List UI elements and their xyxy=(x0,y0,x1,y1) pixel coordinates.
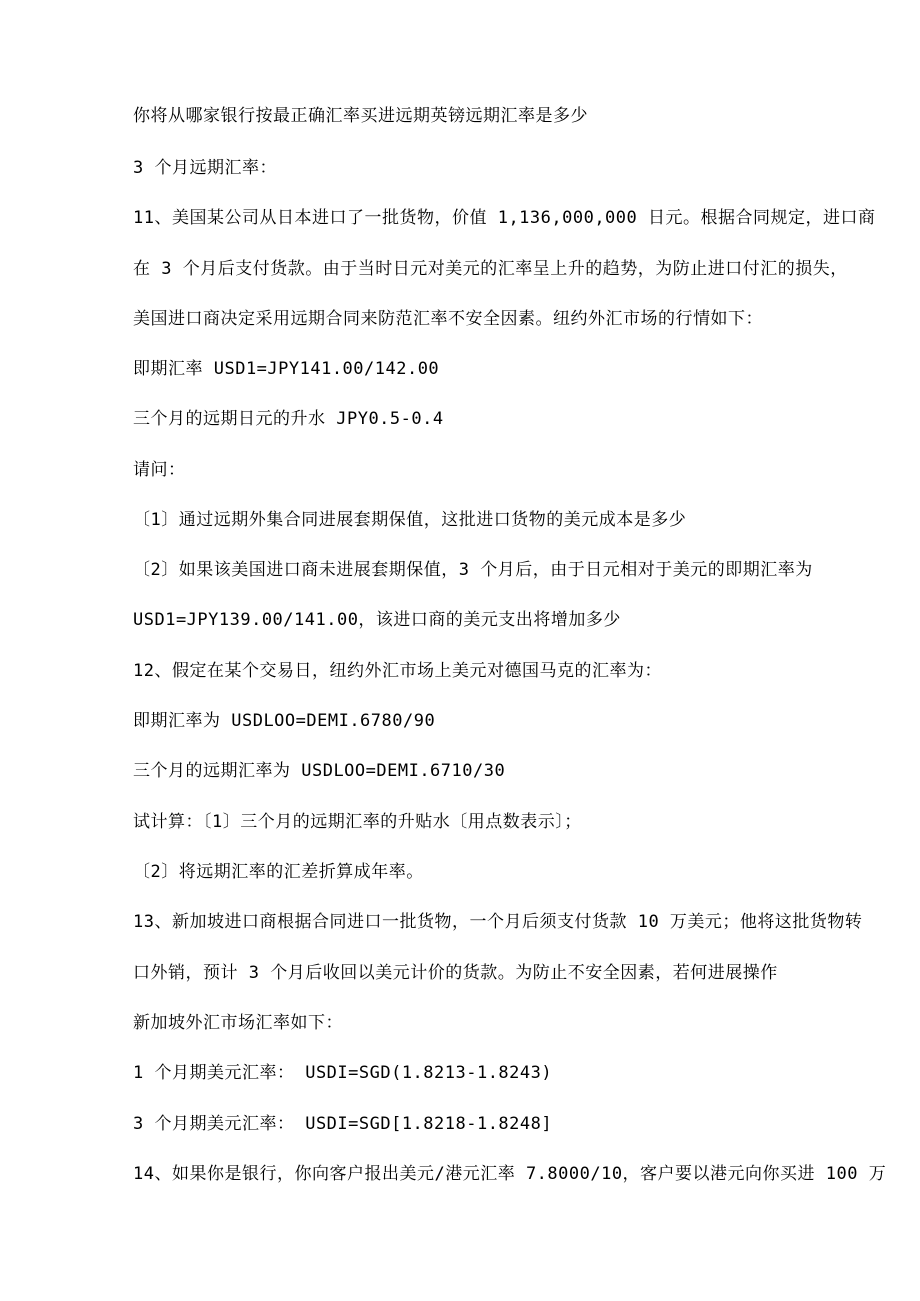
text-line: 11、美国某公司从日本进口了一批货物，价值 1,136,000,000 日元。根据合同规定，进口商 xyxy=(133,208,876,228)
text-line: 〔2〕将远期汇率的汇差折算成年率。 xyxy=(133,862,424,882)
text-line: 即期汇率 USD1=JPY141.00/142.00 xyxy=(133,359,440,379)
text-line: 请问： xyxy=(133,460,186,480)
text-line: 即期汇率为 USDLOO=DEMI.6780/90 xyxy=(133,711,436,731)
text-line: 14、如果你是银行，你向客户报出美元/港元汇率 7.8000/10，客户要以港元向你买进 100 万 xyxy=(133,1164,887,1184)
text-line: 三个月的远期日元的升水 JPY0.5-0.4 xyxy=(133,409,444,429)
text-line: 美国进口商决定采用远期合同来防范汇率不安全因素。纽约外汇市场的行情如下： xyxy=(133,309,763,329)
text-line: 1 个月期美元汇率： USDI=SGD(1.8213-1.8243) xyxy=(133,1063,553,1083)
text-line: 在 3 个月后支付货款。由于当时日元对美元的汇率呈上升的趋势，为防止进口付汇的损失， xyxy=(133,259,848,279)
text-line: 〔1〕通过远期外集合同进展套期保值，这批进口货物的美元成本是多少 xyxy=(133,510,687,530)
text-line: 13、新加坡进口商根据合同进口一批货物，一个月后须支付货款 10 万美元；他将这批货物转 xyxy=(133,912,863,932)
text-line: 3 个月远期汇率： xyxy=(133,158,277,178)
text-line: 你将从哪家银行按最正确汇率买进远期英镑远期汇率是多少 xyxy=(133,106,588,126)
text-line: 新加坡外汇市场汇率如下： xyxy=(133,1013,343,1033)
text-line: 12、假定在某个交易日，纽约外汇市场上美元对德国马克的汇率为： xyxy=(133,661,662,681)
text-line: 试计算：〔1〕三个月的远期汇率的升贴水〔用点数表示〕； xyxy=(133,812,582,832)
text-line: USD1=JPY139.00/141.00，该进口商的美元支出将增加多少 xyxy=(133,610,621,630)
text-line: 三个月的远期汇率为 USDLOO=DEMI.6710/30 xyxy=(133,761,506,781)
text-line: 〔2〕如果该美国进口商未进展套期保值，3 个月后，由于日元相对于美元的即期汇率为 xyxy=(133,560,813,580)
text-line: 口外销，预计 3 个月后收回以美元计价的货款。为防止不安全因素，若何进展操作 xyxy=(133,963,778,983)
text-line: 3 个月期美元汇率： USDI=SGD[1.8218-1.8248] xyxy=(133,1114,553,1134)
